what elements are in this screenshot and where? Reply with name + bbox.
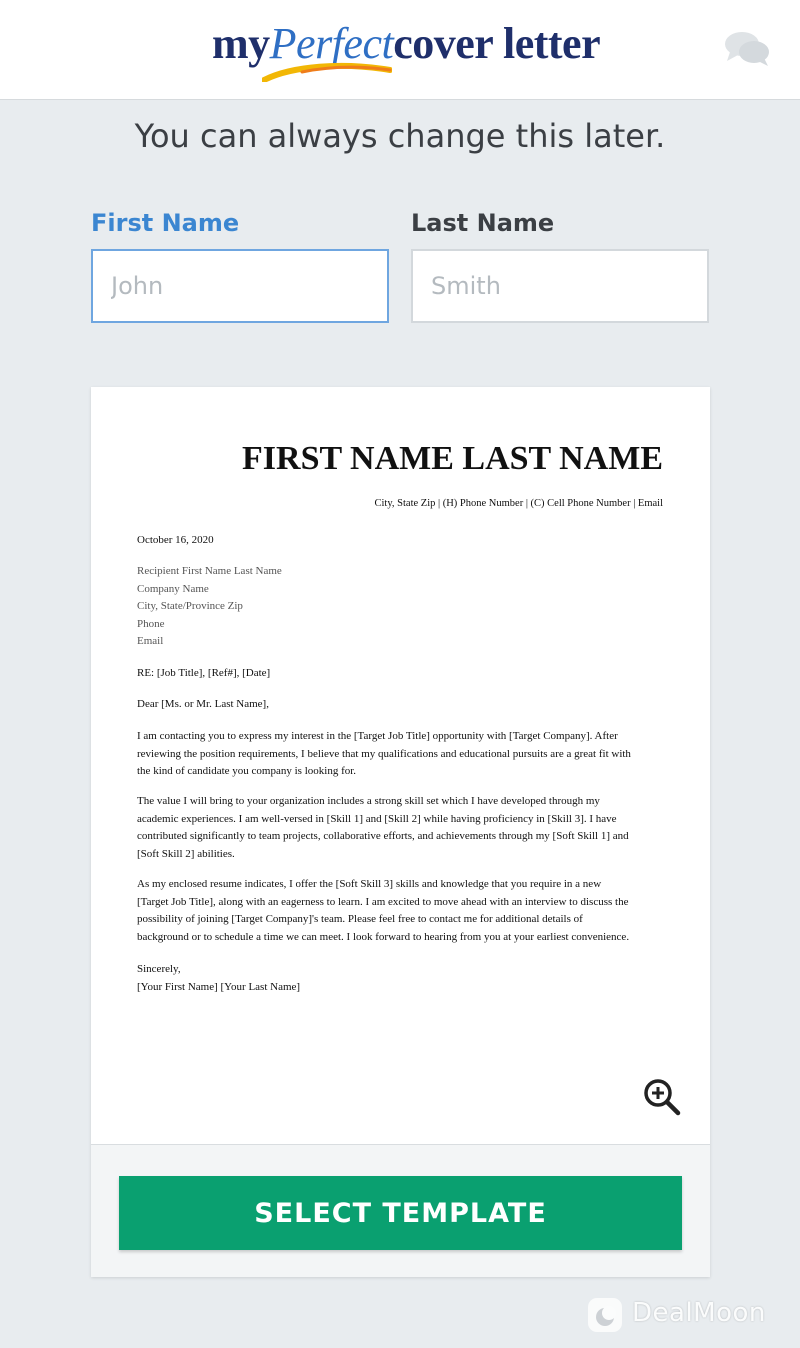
recipient-line: Phone	[137, 617, 165, 630]
app-header	[0, 0, 800, 100]
letter-recipient-block	[137, 563, 663, 651]
logo[interactable]	[212, 18, 601, 80]
select-template-button[interactable]: SELECT TEMPLATE	[119, 1176, 682, 1250]
first-name-input[interactable]	[91, 249, 389, 323]
last-name-label: Last Name	[411, 209, 555, 237]
paragraph-line: reviewing the position requirements, I believe that my qualifications and educational pursuits are a great fit with	[137, 747, 631, 760]
letter-paragraph-2	[137, 793, 663, 863]
dealmoon-watermark	[586, 1296, 786, 1336]
letter-re-line: RE: [Job Title], [Ref#], [Date]	[137, 667, 271, 679]
first-name-label: First Name	[91, 209, 240, 237]
letter-contact-line: City, State Zip | (H) Phone Number | (C) Cell Phone Number | Email	[374, 498, 663, 509]
paragraph-line: [Target Job Title], along with an eagerness to learn. I am excited to move ahead with an interview to discuss the	[137, 895, 629, 908]
letter-date: October 16, 2020	[137, 534, 214, 546]
recipient-line: Recipient First Name Last Name	[137, 565, 282, 577]
paragraph-line: [Soft Skill 2] abilities.	[137, 847, 235, 860]
zoom-in-icon[interactable]	[642, 1077, 682, 1117]
paragraph-line: The value I will bring to your organization includes a strong skill set which I have developed through my	[137, 795, 600, 807]
recipient-line: Company Name	[137, 582, 209, 595]
watermark-text: DealMoon	[632, 1298, 766, 1328]
paragraph-line: the kind of candidate you company is looking for.	[137, 765, 357, 777]
recipient-line: Email	[137, 635, 164, 647]
dealmoon-logo-icon	[586, 1296, 624, 1334]
letter-greeting: Dear [Ms. or Mr. Last Name],	[137, 698, 269, 710]
letter-closing: Sincerely,	[137, 963, 181, 975]
letter-closing-block	[137, 961, 663, 996]
logo-part-perfect: Perfect	[269, 19, 394, 68]
template-card	[91, 387, 710, 1277]
template-preview[interactable]	[91, 387, 710, 1144]
letter-paragraph-1	[137, 728, 663, 781]
logo-swoosh-icon	[262, 62, 392, 82]
paragraph-line: academic experiences. I am well-versed in [Skill 1] and [Skill 2] while having proficiency in [Skill 3]. I have	[137, 812, 617, 825]
recipient-line: City, State/Province Zip	[137, 600, 243, 612]
paragraph-line: possibility of joining [Target Company]'s team. Please feel free to contact me for additional details of	[137, 913, 583, 925]
logo-part-my: my	[212, 19, 270, 68]
letter-name-heading: FIRST NAME LAST NAME	[242, 440, 663, 477]
paragraph-line: As my enclosed resume indicates, I offer the [Soft Skill 3] skills and knowledge that you require in a new	[137, 878, 602, 890]
paragraph-line: background or to schedule a time we can meet. I look forward to hearing from you at your earliest convenience.	[137, 930, 630, 943]
page-subtitle: You can always change this later.	[134, 117, 666, 155]
letter-signature: [Your First Name] [Your Last Name]	[137, 980, 301, 993]
last-name-input[interactable]	[411, 249, 709, 323]
paragraph-line: I am contacting you to express my interest in the [Target Job Title] opportunity with [Target Company]. After	[137, 730, 618, 742]
card-footer	[91, 1144, 710, 1277]
chat-bubbles-icon[interactable]	[722, 28, 772, 68]
logo-part-cover-letter: cover letter	[393, 19, 601, 68]
letter-paragraph-3	[137, 876, 663, 946]
paragraph-line: contributed significantly to team projects, collaborative efforts, and achievements through my [Soft Skill 1] and	[137, 830, 629, 842]
